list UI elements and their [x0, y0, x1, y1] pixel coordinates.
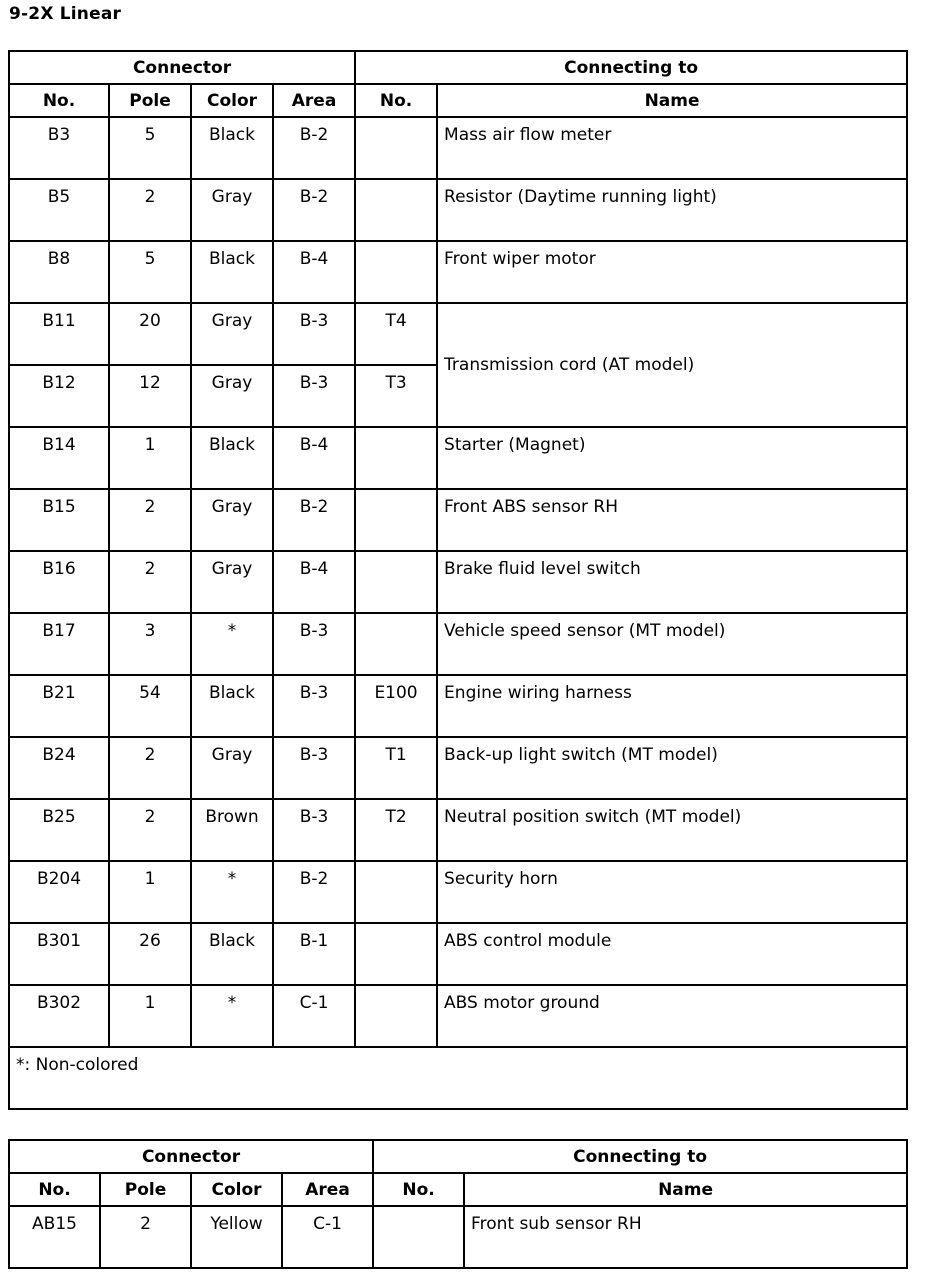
- cell-no: B8: [9, 241, 109, 303]
- cell-pole: 1: [109, 985, 191, 1047]
- cell-no: B5: [9, 179, 109, 241]
- cell-name: Vehicle speed sensor (MT model): [437, 613, 907, 675]
- group-header-connector: Connector: [9, 1140, 373, 1173]
- cell-color: Gray: [191, 489, 273, 551]
- cell-name: Front wiper motor: [437, 241, 907, 303]
- cell-pole: 12: [109, 365, 191, 427]
- cell-name: Engine wiring harness: [437, 675, 907, 737]
- cell-pole: 5: [109, 241, 191, 303]
- cell-pole: 26: [109, 923, 191, 985]
- cell-no: B24: [9, 737, 109, 799]
- cell-pole: 2: [109, 179, 191, 241]
- col-header-to-no: No.: [355, 84, 437, 117]
- cell-to-no: T2: [355, 799, 437, 861]
- cell-name: Starter (Magnet): [437, 427, 907, 489]
- cell-to-no: [355, 489, 437, 551]
- cell-pole: 5: [109, 117, 191, 179]
- cell-pole: 1: [109, 861, 191, 923]
- table-row: [9, 985, 907, 1047]
- table-row: [9, 675, 907, 737]
- cell-color: Gray: [191, 737, 273, 799]
- cell-name: Transmission cord (AT model): [437, 303, 907, 427]
- cell-no: B16: [9, 551, 109, 613]
- col-header-pole: Pole: [109, 84, 191, 117]
- table-note: *: Non-colored: [9, 1047, 907, 1109]
- col-header-no: No.: [9, 84, 109, 117]
- cell-area: B-4: [273, 241, 355, 303]
- cell-to-no: [355, 427, 437, 489]
- cell-to-no: [355, 241, 437, 303]
- cell-area: B-3: [273, 737, 355, 799]
- table-row: [9, 427, 907, 489]
- connector-table-main: [8, 50, 908, 1110]
- group-header-connecting-to: Connecting to: [373, 1140, 907, 1173]
- cell-to-no: [355, 179, 437, 241]
- cell-area: C-1: [282, 1206, 373, 1268]
- cell-to-no: [355, 551, 437, 613]
- cell-area: B-3: [273, 799, 355, 861]
- cell-name: Brake fluid level switch: [437, 551, 907, 613]
- cell-to-no: [355, 861, 437, 923]
- col-header-color: Color: [191, 84, 273, 117]
- cell-color: Black: [191, 117, 273, 179]
- table-row: [9, 737, 907, 799]
- cell-color: Gray: [191, 179, 273, 241]
- cell-area: B-2: [273, 179, 355, 241]
- cell-area: B-3: [273, 675, 355, 737]
- cell-color: Black: [191, 923, 273, 985]
- table-row: [9, 489, 907, 551]
- cell-area: B-4: [273, 551, 355, 613]
- cell-pole: 54: [109, 675, 191, 737]
- cell-name: Neutral position switch (MT model): [437, 799, 907, 861]
- cell-no: B301: [9, 923, 109, 985]
- cell-no: B21: [9, 675, 109, 737]
- page-title: 9-2X Linear: [9, 4, 122, 24]
- cell-name: Security horn: [437, 861, 907, 923]
- cell-pole: 1: [109, 427, 191, 489]
- col-header-name: Name: [464, 1173, 907, 1206]
- cell-no: B302: [9, 985, 109, 1047]
- table-row: [9, 1206, 907, 1268]
- cell-to-no: T3: [355, 365, 437, 427]
- cell-name: Mass air flow meter: [437, 117, 907, 179]
- col-header-pole: Pole: [100, 1173, 191, 1206]
- table-note-row: [9, 1047, 907, 1109]
- col-header-area: Area: [282, 1173, 373, 1206]
- cell-no: B204: [9, 861, 109, 923]
- cell-pole: 20: [109, 303, 191, 365]
- col-header-color: Color: [191, 1173, 282, 1206]
- cell-area: B-3: [273, 365, 355, 427]
- cell-color: *: [191, 861, 273, 923]
- cell-area: C-1: [273, 985, 355, 1047]
- cell-pole: 2: [109, 737, 191, 799]
- cell-area: B-4: [273, 427, 355, 489]
- cell-pole: 2: [109, 551, 191, 613]
- cell-to-no: E100: [355, 675, 437, 737]
- cell-name: ABS motor ground: [437, 985, 907, 1047]
- cell-area: B-2: [273, 117, 355, 179]
- cell-no: AB15: [9, 1206, 100, 1268]
- table-row: [9, 179, 907, 241]
- cell-pole: 2: [109, 489, 191, 551]
- table-row: [9, 303, 907, 365]
- cell-color: Yellow: [191, 1206, 282, 1268]
- cell-color: Gray: [191, 551, 273, 613]
- cell-to-no: [355, 985, 437, 1047]
- table-row: [9, 799, 907, 861]
- table-row: [9, 117, 907, 179]
- cell-color: *: [191, 985, 273, 1047]
- cell-color: *: [191, 613, 273, 675]
- cell-to-no: T1: [355, 737, 437, 799]
- cell-color: Brown: [191, 799, 273, 861]
- cell-no: B12: [9, 365, 109, 427]
- cell-no: B11: [9, 303, 109, 365]
- cell-to-no: [373, 1206, 464, 1268]
- table-row: [9, 241, 907, 303]
- table-row: [9, 861, 907, 923]
- cell-name: Resistor (Daytime running light): [437, 179, 907, 241]
- group-header-connecting-to: Connecting to: [355, 51, 907, 84]
- cell-color: Black: [191, 427, 273, 489]
- cell-to-no: [355, 117, 437, 179]
- cell-pole: 2: [100, 1206, 191, 1268]
- col-header-area: Area: [273, 84, 355, 117]
- cell-no: B14: [9, 427, 109, 489]
- cell-no: B3: [9, 117, 109, 179]
- cell-no: B25: [9, 799, 109, 861]
- cell-color: Black: [191, 675, 273, 737]
- col-header-to-no: No.: [373, 1173, 464, 1206]
- cell-color: Black: [191, 241, 273, 303]
- group-header-connector: Connector: [9, 51, 355, 84]
- cell-color: Gray: [191, 303, 273, 365]
- cell-area: B-1: [273, 923, 355, 985]
- cell-area: B-2: [273, 861, 355, 923]
- cell-pole: 3: [109, 613, 191, 675]
- cell-area: B-2: [273, 489, 355, 551]
- connector-table-airbag: [8, 1139, 908, 1269]
- cell-to-no: [355, 923, 437, 985]
- cell-name: Back-up light switch (MT model): [437, 737, 907, 799]
- cell-color: Gray: [191, 365, 273, 427]
- cell-area: B-3: [273, 303, 355, 365]
- cell-area: B-3: [273, 613, 355, 675]
- table-row: [9, 551, 907, 613]
- cell-name: Front sub sensor RH: [464, 1206, 907, 1268]
- cell-no: B17: [9, 613, 109, 675]
- cell-no: B15: [9, 489, 109, 551]
- cell-name: ABS control module: [437, 923, 907, 985]
- table-row: [9, 613, 907, 675]
- cell-pole: 2: [109, 799, 191, 861]
- cell-to-no: T4: [355, 303, 437, 365]
- col-header-no: No.: [9, 1173, 100, 1206]
- cell-name: Front ABS sensor RH: [437, 489, 907, 551]
- cell-to-no: [355, 613, 437, 675]
- col-header-name: Name: [437, 84, 907, 117]
- table-row: [9, 923, 907, 985]
